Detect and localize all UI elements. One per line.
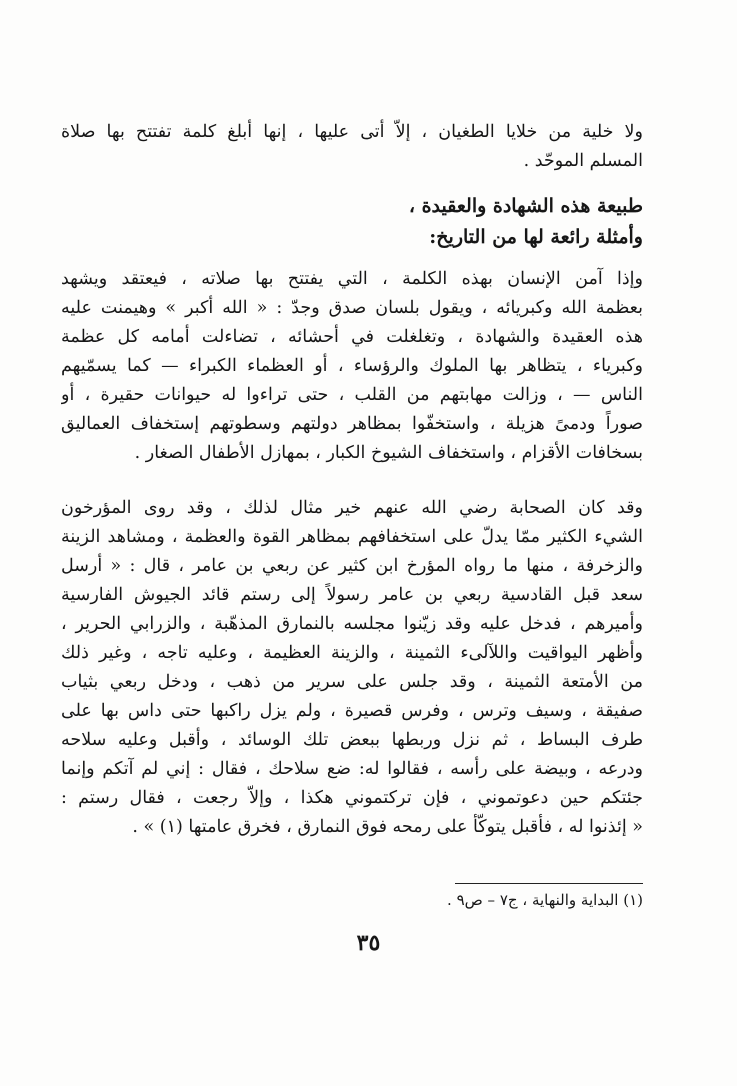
text-line: جئتكم حين دعوتموني ، فإن تركتموني هكذا ، وإلاّ رجعت ، فقال رستم : [61,788,643,808]
text-line: من الأمتعة الثمينة ، وقد جلس على سرير من ذهب ، ودخل ربعي بثياب [61,672,643,692]
text-line: « إئذنوا له ، فأقبل يتوكّأ على رمحه فوق النمارق ، فخرق عامتها (١) » . [132,817,643,837]
text-line: وكبرياء ، يتظاهر بها الملوك والرؤساء ، أو العظماء الكبراء — كما يسمّيهم [61,356,643,376]
text-line: الناس — ، وزالت مهابتهم من القلب ، حتى تراءوا له حيوانات حقيرة ، أو [61,385,643,405]
text-line: طرف البساط ، ثم نزل وربطها ببعض تلك الوسائد ، وأقبل وعليه سلاحه [61,730,643,750]
text-line: وأميرهم ، فدخل عليه وقد زيّنوا مجلسه بالنمارق المذهّبة ، والزرابي الحرير ، [61,614,643,634]
page-number: ٣٥ [356,930,381,956]
text-line: بعظمة الله وكبريائه ، ويقول بلسان صدق وجدّ : « الله أكبر » وهيمنت عليه [61,298,643,318]
text-line: وأظهر اليواقيت واللآلىء الثمينة ، والزينة العظيمة ، وعليه تاجه ، وغير ذلك [61,643,643,663]
text-line: ودرعه ، وبيضة على رأسه ، فقالوا له: ضع سلاحك ، فقال : إني لم آتكم وإنما [61,759,643,779]
heading-line: طبيعة هذه الشهادة والعقيدة ، [408,195,643,217]
text-line: والزخرفة ، منها ما رواه المؤرخ ابن كثير عن ربعي بن عامر ، قال : « أرسل [61,556,643,576]
text-line: صفيقة ، وسيف وترس ، وفرس قصيرة ، ولم يزل راكبها حتى داس بها على [61,701,643,721]
footnote-divider [455,883,643,884]
text-line: وإذا آمن الإنسان بهذه الكلمة ، التي يفتتح بها صلاته ، فيعتقد ويشهد [61,269,643,289]
text-line: هذه العقيدة والشهادة ، وتغلغلت في أحشائه ، تضاءلت أمامه كل عظمة [61,327,643,347]
heading-line: وأمثلة رائعة لها من التاريخ: [429,226,643,248]
text-line: بسخافات الأقزام ، واستخفاف الشيوخ الكبار ، بمهازل الأطفال الصغار . [134,443,643,463]
footnote: (١) البداية والنهاية ، ج٧ – ص٩ . [447,891,643,909]
paragraph-one [61,265,643,468]
paragraph-two [61,494,643,842]
text-line: الشيء الكثير ممّا يدلّ على استخفافهم بمظاهر القوة والعظمة ، ومشاهد الزينة [61,527,643,547]
text-line: سعد قبل القادسية ربعي بن عامر رسولاً إلى رستم قائد الجيوش الفارسية [61,585,643,605]
intro-paragraph [61,118,643,176]
text-line: وقد كان الصحابة رضي الله عنهم خير مثال لذلك ، وقد روى المؤرخون [61,498,643,518]
section-heading [61,191,643,253]
text-line: ولا خلية من خلايا الطغيان ، إلاّ أتى عليها ، إنها أبلغ كلمة تفتتح بها صلاة [61,122,643,142]
text-line: صوراً ودمىً هزيلة ، واستخفّوا بمظاهر دولتهم وسطوتهم إستخفاف العماليق [61,414,643,434]
text-line: المسلم الموحّد . [523,151,643,171]
